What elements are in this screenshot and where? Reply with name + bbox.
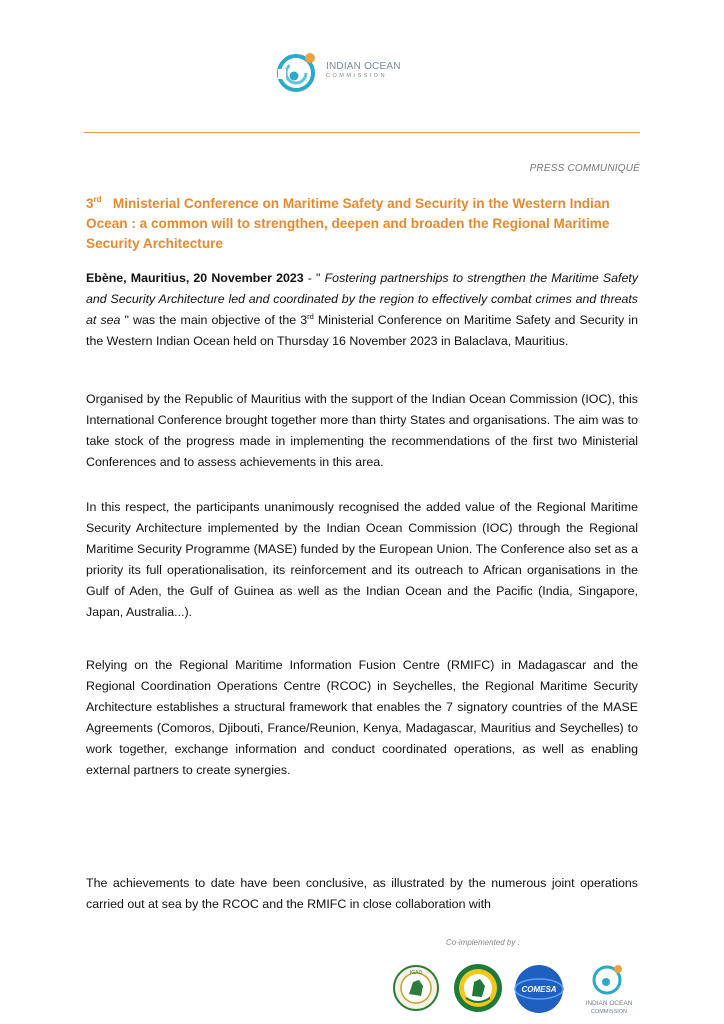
comesa-logo-icon [514,964,564,1014]
ioc-sub: COMMISSION [326,73,388,79]
para1-sup: rd [307,312,314,321]
para1-sep: - " [303,271,325,285]
ioc-header-logo [274,47,414,95]
comesa-text: COMESA [521,985,557,994]
paragraph-4: Relying on the Regional Maritime Information Fusion Centre (RMIFC) in Madagascar and the Regional Coordination Operations Centre (RCOC) in Seychelles, the Regional Maritime Security Architecture establishes a structural framework that enables the 7 signatory countries of the MASE Agreements (Comoros, Djibouti, France/Reunion, Kenya, Madagascar, Mauritius and Seychelles) to work together, exchange information and conduct coordinated operations, as well as enabling external partners to create synergies. [86,658,638,777]
page-title [86,194,638,254]
ioc-footer-logo-icon [574,960,644,1018]
partner-logos [386,958,646,1018]
ioc-footer-name: INDIAN OCEAN [585,1000,633,1007]
paragraph-1 [86,268,638,352]
ioc-name: INDIAN OCEAN [326,61,401,72]
para1-mid: " was the main objective of the 3 [120,313,308,327]
dateline: Ebène, Mauritius, 20 November 2023 [86,271,304,285]
co-implemented-label: Co-implemented by : [446,938,520,947]
ioc-footer-sub: COMMISSION [590,1009,628,1015]
eac-seal-icon [452,962,504,1014]
title-text: Ministerial Conference on Maritime Safety and Security in the Western Indian Ocean : a common will to strengthen, deepen and broaden the Regional Maritime Security Architecture [86,196,610,251]
paragraph-3: In this respect, the participants unanimously recognised the added value of the Regional Maritime Security Architecture implemented by the Indian Ocean Commission (IOC) through the Regional Maritime Security Programme (MASE) funded by the European Union. The Conference also set as a priority its full operationalisation, its reinforcement and its outreach to African organisations in the Gulf of Aden, the Gulf of Guinea as well as the Indian Ocean and the Pacific (India, Singapore, Japan, Australia...). [86,500,638,619]
ioc-emblem-icon [274,47,322,95]
igad-seal-icon [392,964,440,1012]
objective-quote: Fostering partnerships to strengthen the Maritime Safety and Security Architecture led and coordinated by the region to effectively combat crimes and threats at sea [86,271,639,327]
title-ordinal-sup: rd [93,195,102,204]
press-label: PRESS COMMUNIQUÉ [529,163,640,174]
paragraph-5: The achievements to date have been conclusive, as illustrated by the numerous joint operations carried out at sea by the RCOC and the RMIFC in close collaboration with [86,876,638,911]
paragraph-2: Organised by the Republic of Mauritius with the support of the Indian Ocean Commission (IOC), this International Conference brought together more than thirty States and organisations. The aim was to take stock of the progress made in implementing the recommendations of the first two Ministerial Conferences and to assess achievements in this area. [86,392,638,469]
igad-text: IGAD [409,970,423,976]
title-ordinal: 3 [86,196,94,211]
para1-rest: Ministerial Conference on Maritime Safety and Security in the Western Indian Ocean held on Thursday 16 November 2023 in Balaclava, Mauritius. [86,313,638,348]
header-divider [84,132,640,133]
